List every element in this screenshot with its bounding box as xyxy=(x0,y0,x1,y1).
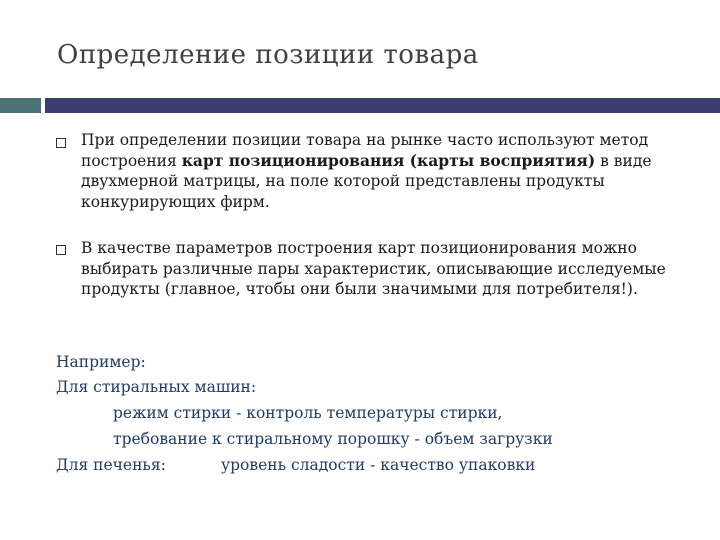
washing-pair-2: требование к стиральному порошку - объем загрузки xyxy=(113,430,553,448)
cookies-label: Для печенья: xyxy=(56,456,166,474)
square-bullet-icon xyxy=(56,138,66,148)
examples-intro: Например: xyxy=(56,353,146,371)
bullet-text-part: в виде двухмерной матрицы, на поле которой представлены продукты конкурирующих фирм. xyxy=(81,151,652,211)
bullet-text-bold-term: карт позиционирования (карты восприятия) xyxy=(181,150,596,170)
washing-pair-1: режим стирки - контроль температуры стирки, xyxy=(113,404,503,422)
bullet-paragraph-parameters: В качестве параметров построения карт позиционирования можно выбирать различные пары характеристик, описывающие исследуемые продукты (главное, чтобы они были значимыми для потребителя!). xyxy=(81,239,666,298)
title-rule-bar xyxy=(45,98,720,113)
square-bullet-icon xyxy=(56,245,66,255)
washing-machines-label: Для стиральных машин: xyxy=(56,378,257,396)
bullet-paragraph-positioning-maps xyxy=(81,130,711,212)
bullet-text-part: При определении позиции товара на рынке часто используют метод построения xyxy=(81,131,649,170)
cookies-pair: уровень сладости - качество упаковки xyxy=(221,456,536,474)
title-rule-accent-block xyxy=(0,98,41,113)
slide-title: Определение позиции товара xyxy=(57,40,479,70)
